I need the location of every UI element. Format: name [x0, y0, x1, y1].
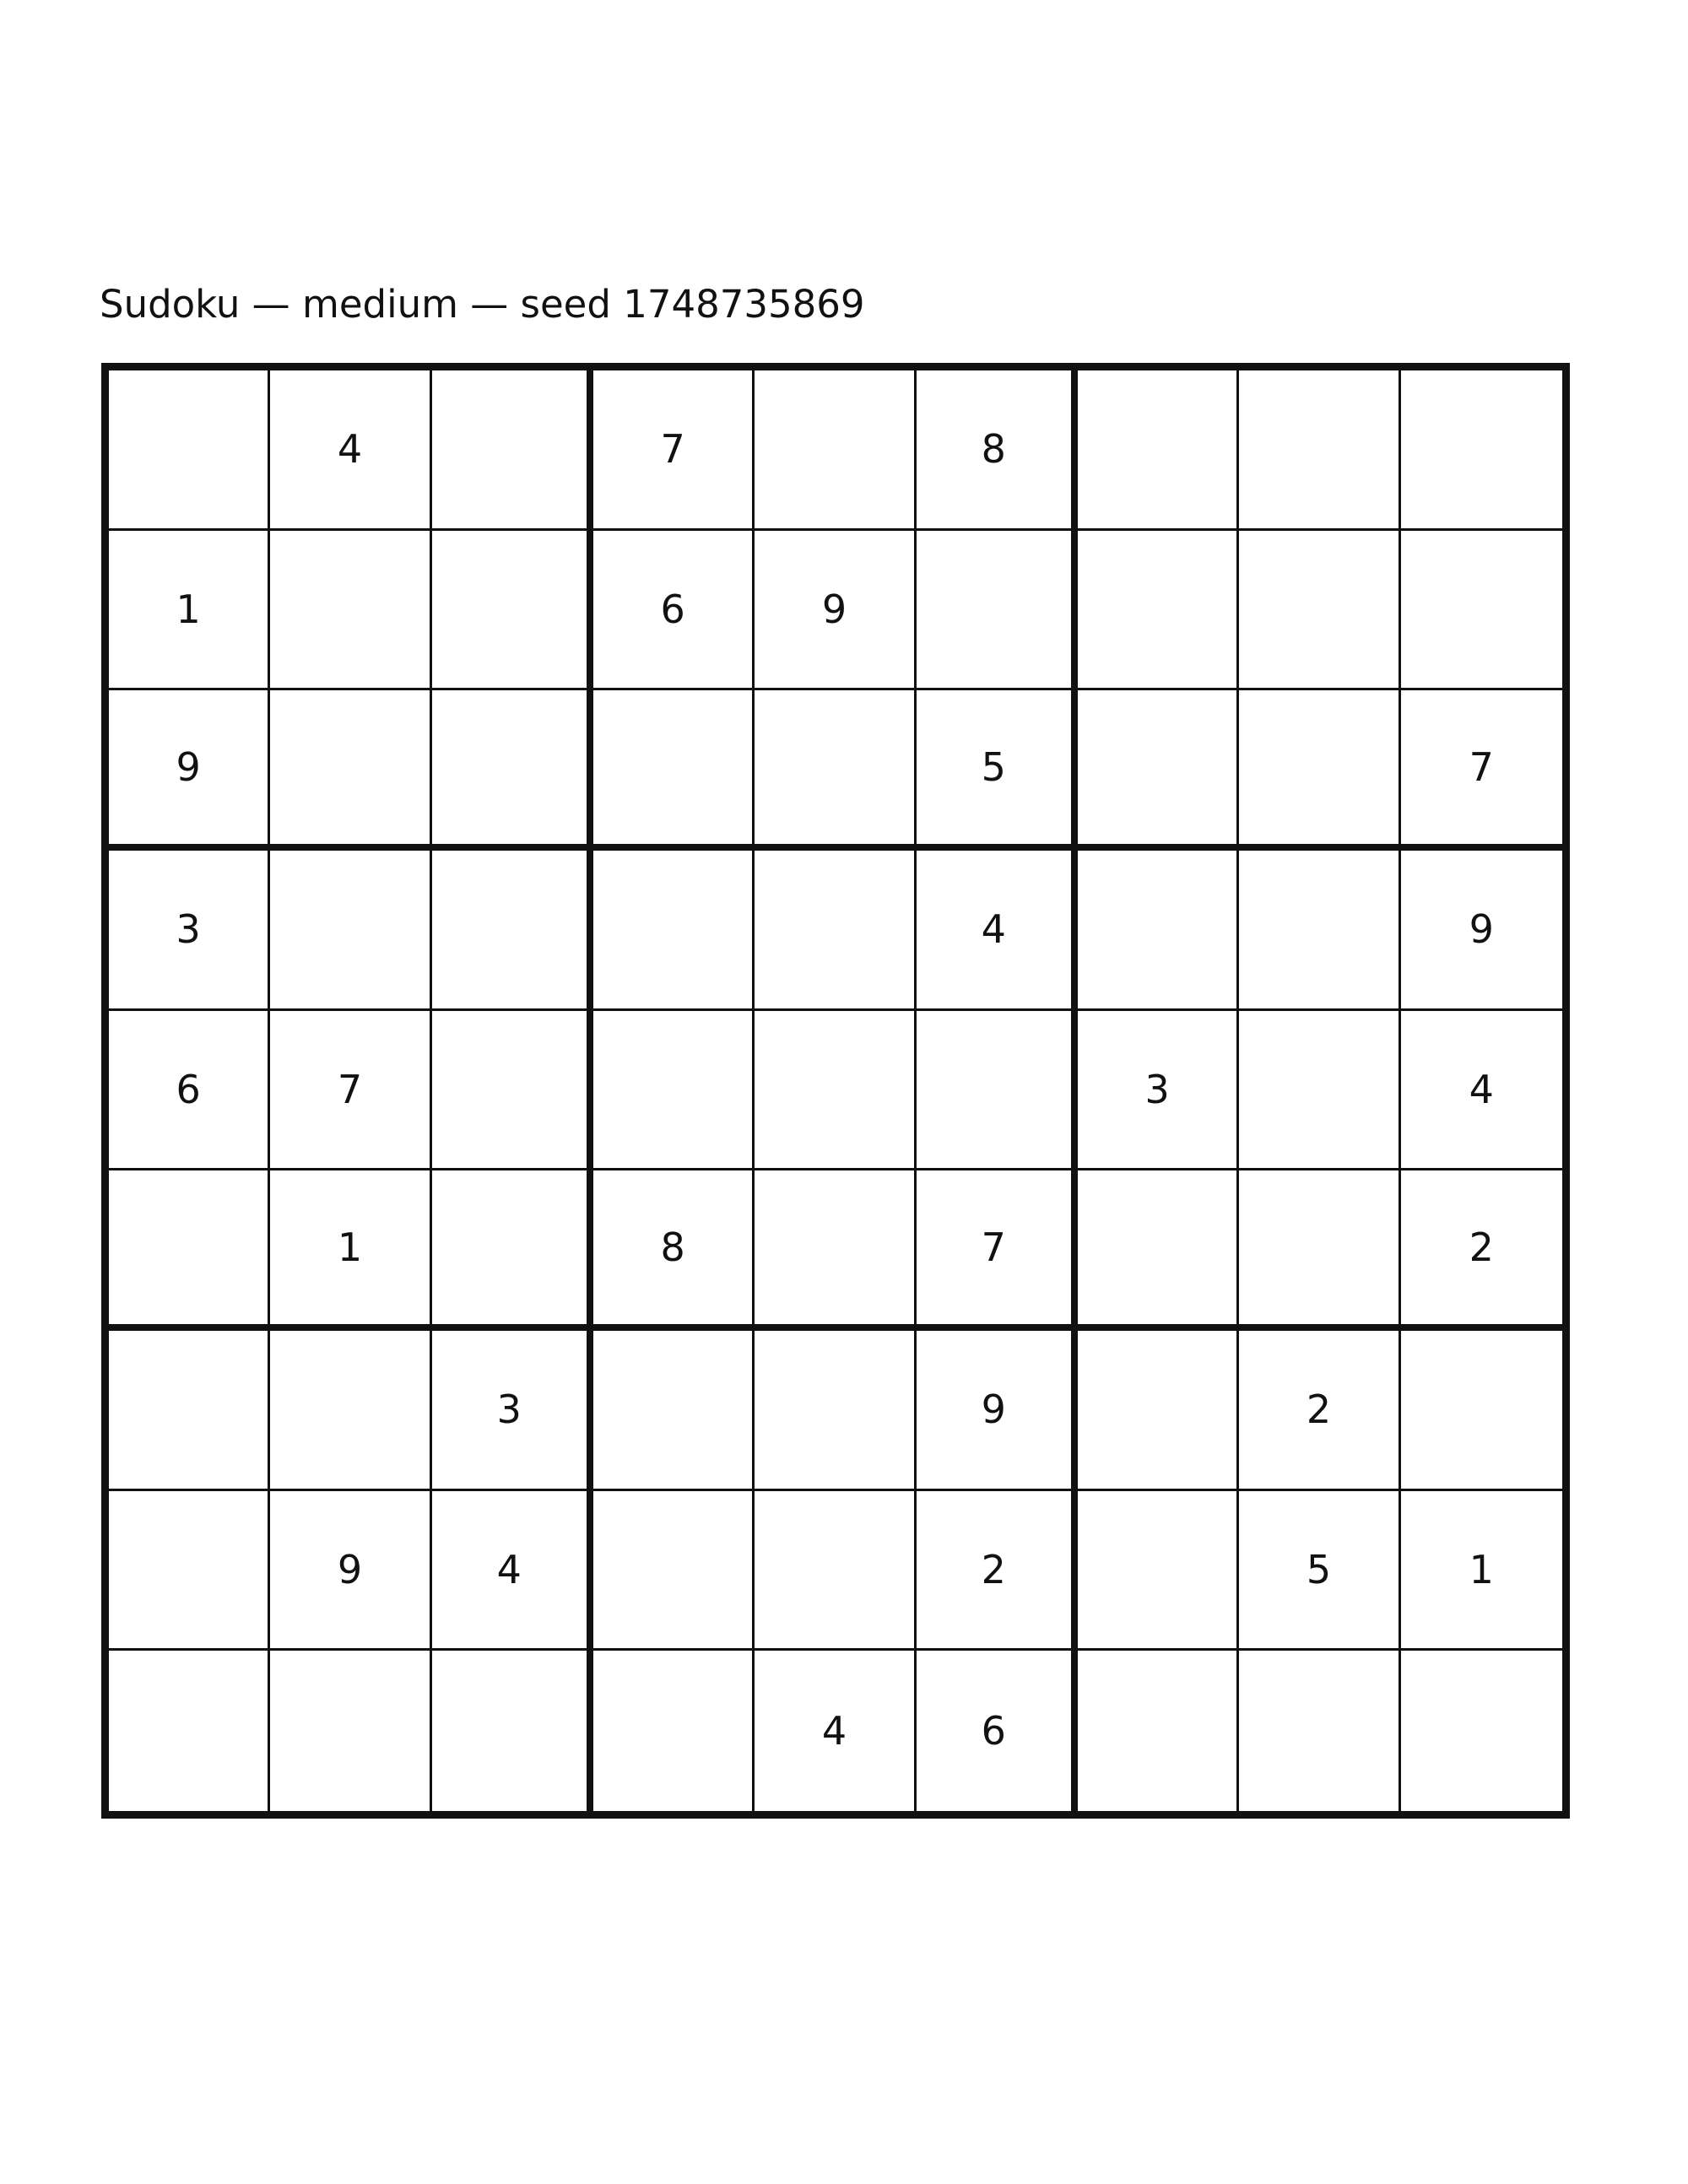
- empty-cell[interactable]: [432, 851, 593, 1011]
- empty-cell[interactable]: [1239, 851, 1400, 1011]
- given-cell[interactable]: 3: [109, 851, 270, 1011]
- empty-cell[interactable]: [432, 1651, 593, 1811]
- empty-cell[interactable]: [1239, 1651, 1400, 1811]
- empty-cell[interactable]: [755, 1011, 916, 1171]
- given-cell[interactable]: 1: [1401, 1491, 1562, 1652]
- empty-cell[interactable]: [109, 1651, 270, 1811]
- empty-cell[interactable]: [1401, 1651, 1562, 1811]
- given-cell[interactable]: 8: [593, 1170, 755, 1331]
- empty-cell[interactable]: [755, 1331, 916, 1491]
- given-cell[interactable]: 3: [1078, 1011, 1239, 1171]
- given-cell[interactable]: 5: [917, 690, 1078, 851]
- given-cell[interactable]: 9: [109, 690, 270, 851]
- empty-cell[interactable]: [755, 851, 916, 1011]
- given-cell[interactable]: 8: [917, 370, 1078, 531]
- empty-cell[interactable]: [593, 1011, 755, 1171]
- given-cell[interactable]: 6: [593, 531, 755, 691]
- given-cell[interactable]: 6: [917, 1651, 1078, 1811]
- given-cell[interactable]: 6: [109, 1011, 270, 1171]
- empty-cell[interactable]: [270, 531, 431, 691]
- empty-cell[interactable]: [1078, 531, 1239, 691]
- given-cell[interactable]: 4: [755, 1651, 916, 1811]
- given-cell[interactable]: 9: [755, 531, 916, 691]
- empty-cell[interactable]: [755, 1170, 916, 1331]
- empty-cell[interactable]: [109, 1491, 270, 1652]
- empty-cell[interactable]: [432, 531, 593, 691]
- given-cell[interactable]: 2: [1239, 1331, 1400, 1491]
- empty-cell[interactable]: [1078, 1651, 1239, 1811]
- given-cell[interactable]: 7: [270, 1011, 431, 1171]
- empty-cell[interactable]: [593, 1491, 755, 1652]
- puzzle-title: Sudoku — medium — seed 1748735869: [100, 282, 865, 327]
- empty-cell[interactable]: [270, 1331, 431, 1491]
- empty-cell[interactable]: [593, 690, 755, 851]
- empty-cell[interactable]: [432, 370, 593, 531]
- empty-cell[interactable]: [270, 851, 431, 1011]
- empty-cell[interactable]: [109, 1170, 270, 1331]
- empty-cell[interactable]: [917, 531, 1078, 691]
- empty-cell[interactable]: [1239, 1170, 1400, 1331]
- empty-cell[interactable]: [109, 370, 270, 531]
- given-cell[interactable]: 7: [917, 1170, 1078, 1331]
- empty-cell[interactable]: [755, 690, 916, 851]
- given-cell[interactable]: 1: [270, 1170, 431, 1331]
- given-cell[interactable]: 2: [1401, 1170, 1562, 1331]
- empty-cell[interactable]: [1239, 690, 1400, 851]
- empty-cell[interactable]: [109, 1331, 270, 1491]
- empty-cell[interactable]: [593, 1651, 755, 1811]
- empty-cell[interactable]: [1401, 1331, 1562, 1491]
- given-cell[interactable]: 5: [1239, 1491, 1400, 1652]
- empty-cell[interactable]: [1078, 1491, 1239, 1652]
- given-cell[interactable]: 2: [917, 1491, 1078, 1652]
- empty-cell[interactable]: [1239, 370, 1400, 531]
- given-cell[interactable]: 3: [432, 1331, 593, 1491]
- empty-cell[interactable]: [1239, 1011, 1400, 1171]
- given-cell[interactable]: 4: [270, 370, 431, 531]
- empty-cell[interactable]: [917, 1011, 1078, 1171]
- given-cell[interactable]: 1: [109, 531, 270, 691]
- empty-cell[interactable]: [270, 1651, 431, 1811]
- empty-cell[interactable]: [755, 370, 916, 531]
- empty-cell[interactable]: [593, 851, 755, 1011]
- given-cell[interactable]: 9: [917, 1331, 1078, 1491]
- given-cell[interactable]: 9: [270, 1491, 431, 1652]
- empty-cell[interactable]: [593, 1331, 755, 1491]
- empty-cell[interactable]: [270, 690, 431, 851]
- given-cell[interactable]: 7: [1401, 690, 1562, 851]
- empty-cell[interactable]: [432, 1170, 593, 1331]
- empty-cell[interactable]: [1078, 690, 1239, 851]
- given-cell[interactable]: 7: [593, 370, 755, 531]
- given-cell[interactable]: 4: [917, 851, 1078, 1011]
- empty-cell[interactable]: [1401, 370, 1562, 531]
- given-cell[interactable]: 4: [1401, 1011, 1562, 1171]
- empty-cell[interactable]: [1239, 531, 1400, 691]
- empty-cell[interactable]: [432, 690, 593, 851]
- empty-cell[interactable]: [1078, 1170, 1239, 1331]
- empty-cell[interactable]: [1078, 851, 1239, 1011]
- empty-cell[interactable]: [432, 1011, 593, 1171]
- empty-cell[interactable]: [755, 1491, 916, 1652]
- empty-cell[interactable]: [1078, 1331, 1239, 1491]
- empty-cell[interactable]: [1401, 531, 1562, 691]
- given-cell[interactable]: 4: [432, 1491, 593, 1652]
- empty-cell[interactable]: [1078, 370, 1239, 531]
- sudoku-board: [101, 363, 1570, 1819]
- given-cell[interactable]: 9: [1401, 851, 1562, 1011]
